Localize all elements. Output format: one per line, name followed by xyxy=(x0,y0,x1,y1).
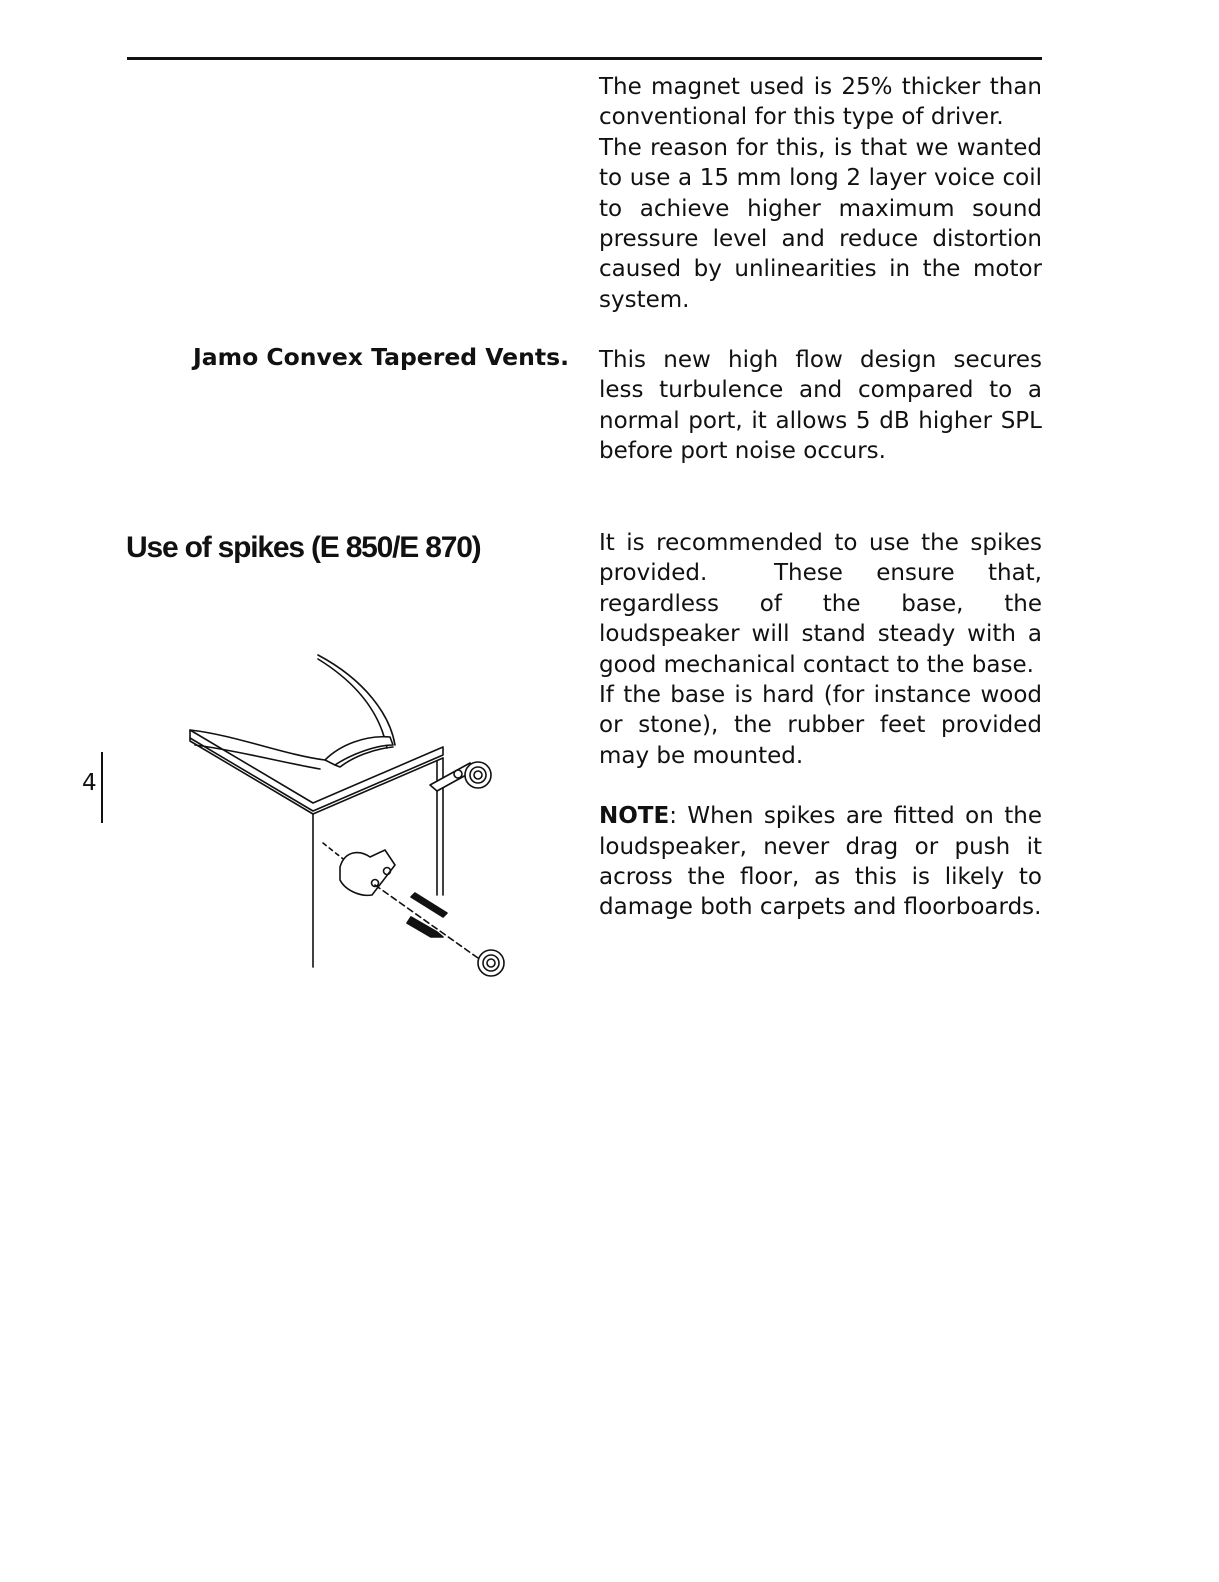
spike-mounting-illustration xyxy=(175,645,515,985)
spikes-paragraph-2: If the base is hard (for instance wood or stone), the rubber feet provided may be mounted. xyxy=(599,682,1042,769)
spikes-text xyxy=(599,528,1050,923)
cabinet-top xyxy=(190,655,443,814)
upper-bracket xyxy=(430,762,491,791)
spikes-heading: Use of spikes (E 850/E 870) xyxy=(126,531,481,564)
vents-body: This new high flow design secures less turbulence and compared to a normal port, it allows 5 dB higher SPL before port noise occurs. xyxy=(599,347,1042,465)
magnet-line-1: The magnet used is 25% thicker than conventional for this type of driver. xyxy=(599,74,1042,131)
note-text: : When spikes are fitted on the loudspeaker, never drag or push it across the floor, as this is likely to damage both carpets and floorboards. xyxy=(599,803,1042,921)
note-label: NOTE xyxy=(599,803,670,830)
page-number: 4 xyxy=(82,770,97,796)
magnet-line-2: The reason for this, is that we wanted to use a 15 mm long 2 layer voice coil to achieve higher maximum sound pressure level and reduce distortion caused by unlinearities in the motor system. xyxy=(599,134,1042,313)
spike-assembly xyxy=(323,843,504,976)
spikes-note xyxy=(599,801,1042,923)
page-number-bar xyxy=(101,752,103,823)
magnet-text xyxy=(599,72,1042,315)
top-rule xyxy=(127,57,1042,60)
vents-heading: Jamo Convex Tapered Vents. xyxy=(193,343,569,371)
spikes-paragraph-1: It is recommended to use the spikes provided. These ensure that, regardless of the base, the loudspeaker will stand steady with a good mechanical contact to the base. xyxy=(599,530,1050,678)
vents-text xyxy=(599,345,1042,467)
